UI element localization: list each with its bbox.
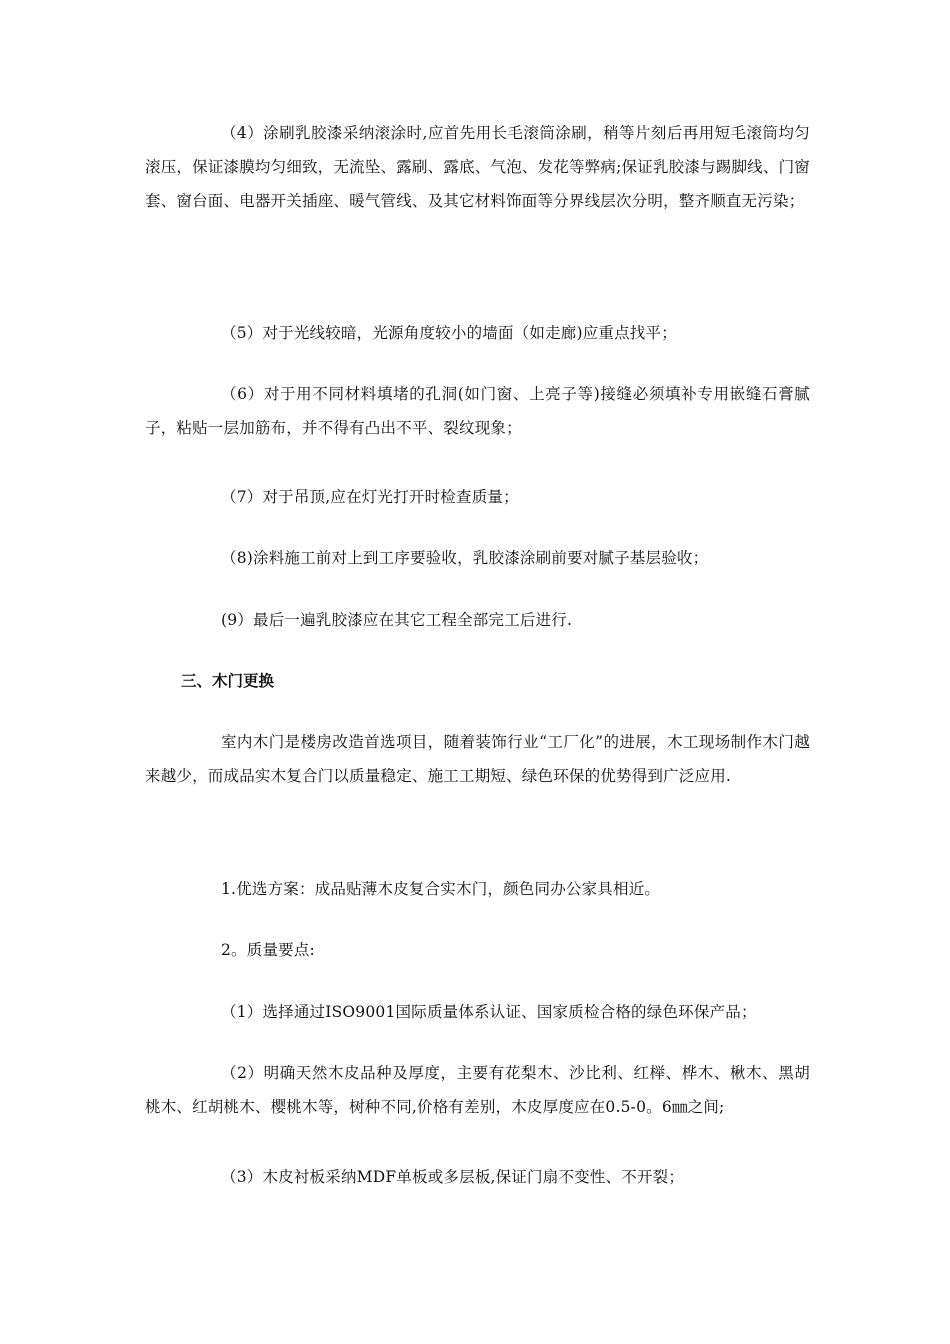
paragraph-9: (9）最后一遍乳胶漆应在其它工程全部完工后进行. [221,611,573,629]
section-intro-paragraph: 室内木门是楼房改造首选项目，随着装饰行业“工厂化”的进展，木工现场制作木门越来越少，而成品实木复合门以质量稳定、施工工期短、绿色环保的优势得到广泛应用. [145,733,810,785]
option-paragraph: 1.优选方案：成品贴薄木皮复合实木门，颜色同办公家具相近。 [221,880,661,898]
paragraph-8: （8)涂料施工前对上到工序要验收，乳胶漆涂刷前要对腻子基层验收； [221,549,709,567]
quality-point-1: （1）选择通过ISO9001国际质量体系认证、国家质检合格的绿色环保产品； [221,1003,757,1021]
paragraph-7: （7）对于吊顶,应在灯光打开时检查质量； [221,488,519,506]
paragraph-6: （6）对于用不同材料填堵的孔洞(如门窗、上亮子等)接缝必须填补专用嵌缝石膏腻子，粘贴一层加筋布，并不得有凸出不平、裂纹现象； [145,385,810,437]
quality-point-3: （3）木皮衬板采纳MDF单板或多层板,保证门扇不变性、不开裂； [221,1168,685,1186]
quality-point-2: （2）明确天然木皮品种及厚度，主要有花梨木、沙比利、红榉、桦木、楸木、黑胡桃木、红胡桃木、樱桃木等，树种不同,价格有差别，木皮厚度应在0.5-0。6㎜之间; [145,1064,810,1116]
quality-points-heading: 2。质量要点: [221,941,315,959]
paragraph-4: （4）涂刷乳胶漆采纳滚涂时,应首先用长毛滚筒涂刷，稍等片刻后再用短毛滚筒均匀滚压，保证漆膜均匀细致，无流坠、露刷、露底、气泡、发花等弊病;保证乳胶漆与踢脚线、门窗套、窗台面、电器开关插座、暖气管线、及其它材料饰面等分界线层次分明，整齐顺直无污染； [145,124,810,210]
section-heading: 三、木门更换 [181,671,275,690]
paragraph-5: （5）对于光线较暗，光源角度较小的墙面（如走廊)应重点找平； [221,324,677,342]
